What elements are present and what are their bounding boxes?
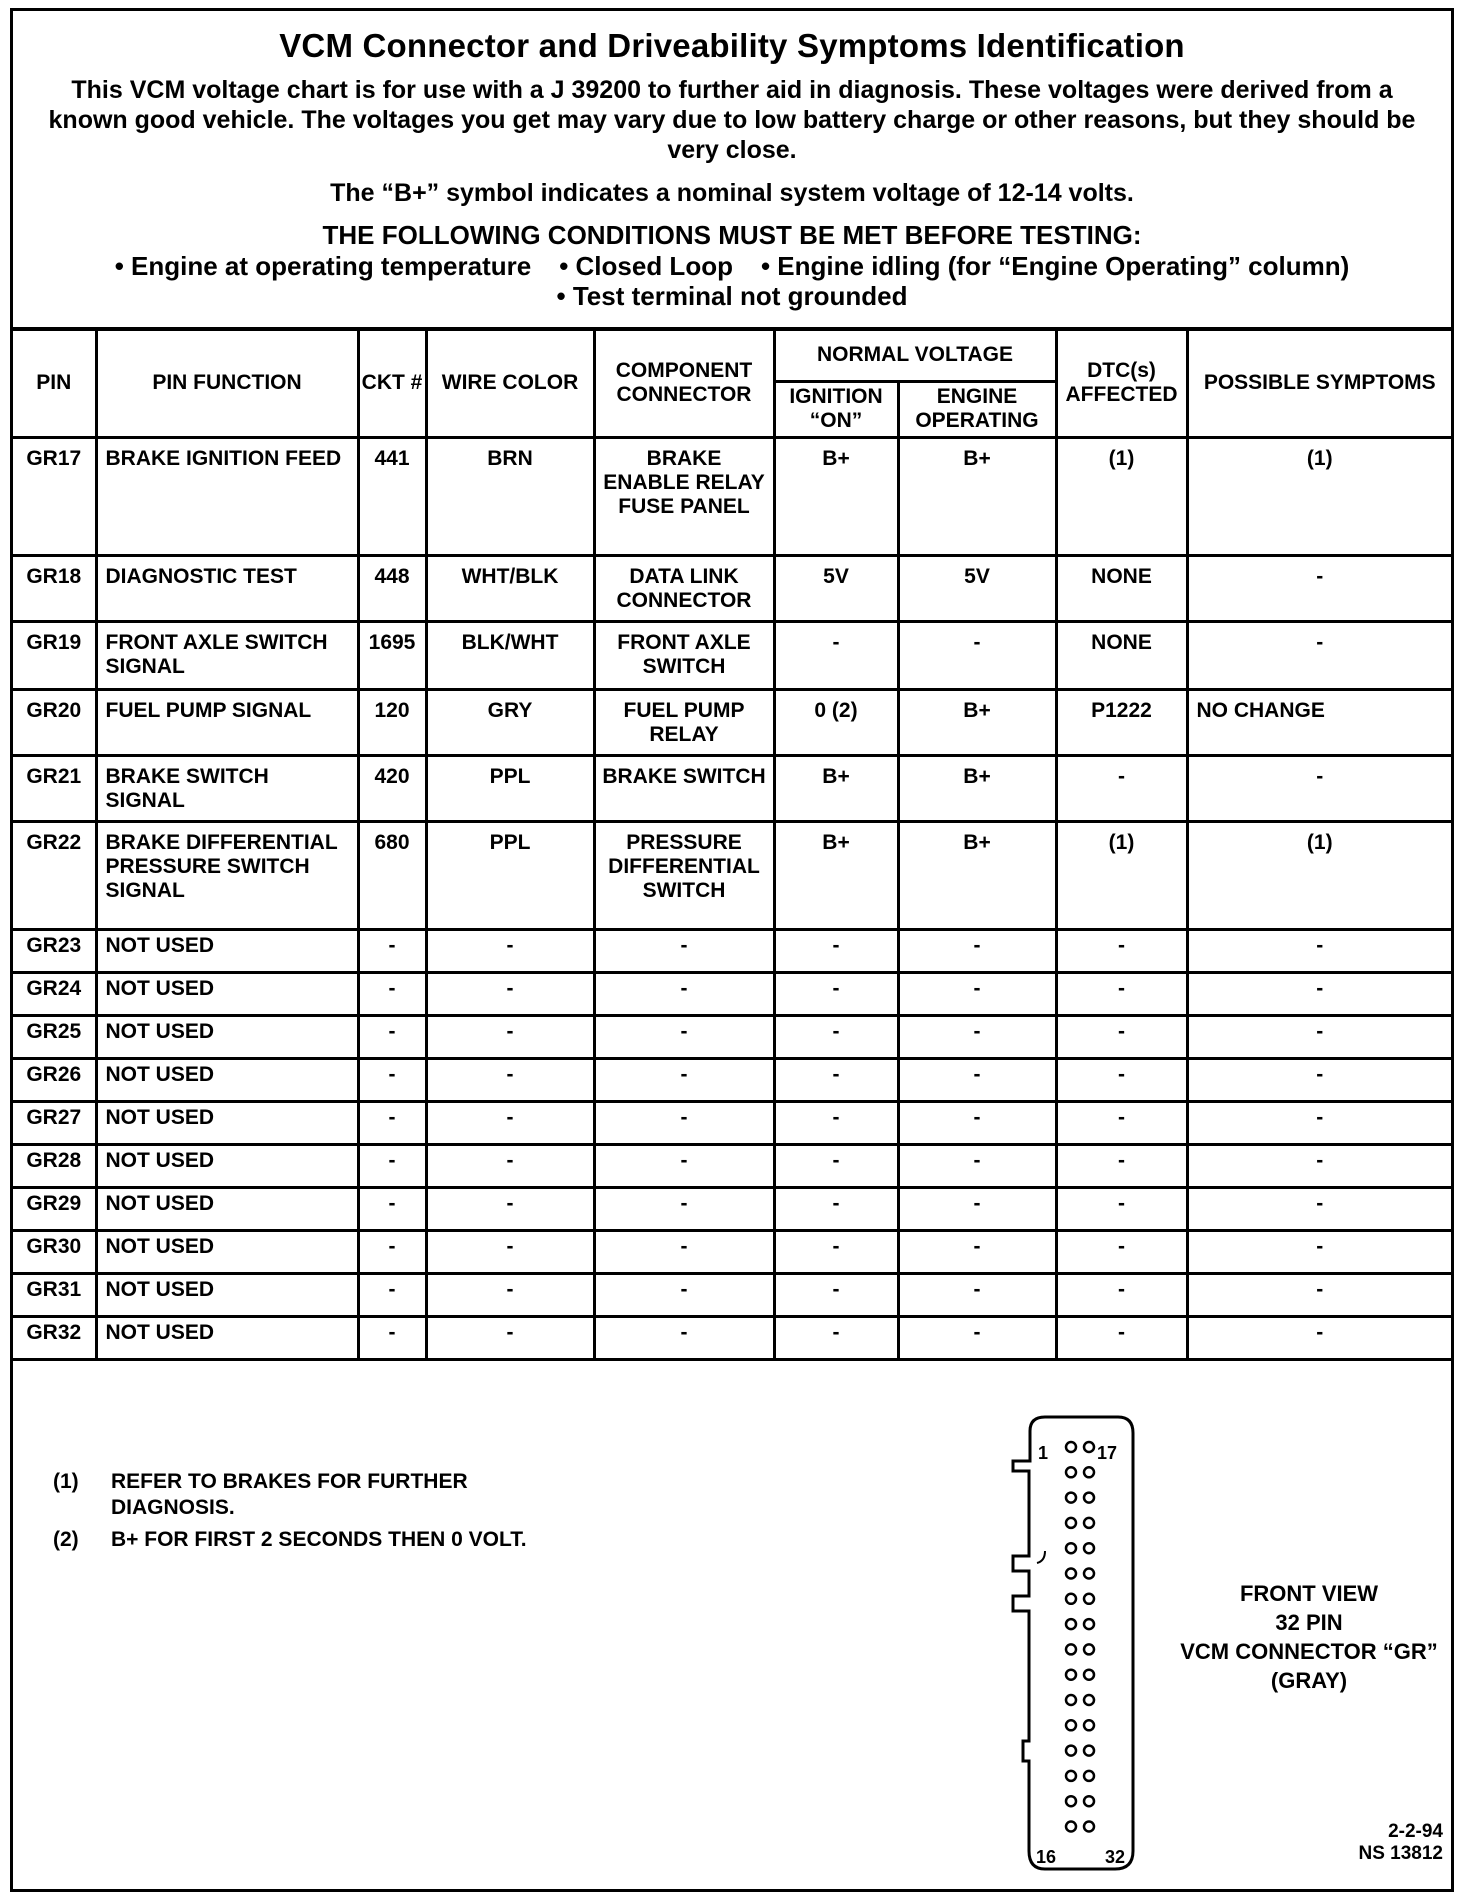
cell-possible-symptoms: - [1187,1273,1451,1316]
table-row [13,1101,1451,1144]
conditions-line-1 [13,251,1451,281]
cell-engine-operating: - [898,1273,1056,1316]
cell-component-connector: BRAKE SWITCH [594,755,774,821]
cell-dtc-affected: - [1056,755,1187,821]
col-header-possible-symptoms: POSSIBLE SYMPTOMS [1187,331,1451,437]
cell-possible-symptoms: (1) [1187,821,1451,929]
cell-pin: GR30 [13,1230,96,1273]
cell-dtc-affected: (1) [1056,437,1187,555]
pin-hole-right [1084,1771,1094,1781]
cell-pin: GR32 [13,1316,96,1359]
cell-engine-operating: - [898,1101,1056,1144]
footnotes [53,1469,531,1559]
table-row [13,1015,1451,1058]
table-row [13,1316,1451,1359]
pin-label-16: 16 [1036,1847,1057,1867]
footnote-text: B+ FOR FIRST 2 SECONDS THEN 0 VOLT. [111,1528,527,1551]
connector-label-line: (GRAY) [1270,1668,1348,1693]
cell-pin-function: NOT USED [96,1144,358,1187]
pin-hole-left [1066,1569,1076,1579]
cell-component-connector: FUEL PUMP RELAY [594,689,774,755]
cell-engine-operating: - [898,1187,1056,1230]
cell-wire-color: - [426,929,594,972]
cell-dtc-affected: - [1056,1144,1187,1187]
footnote-number: (2) [53,1528,79,1551]
cell-pin-function: DIAGNOSTIC TEST [96,555,358,621]
page-title: VCM Connector and Driveability Symptoms Identification [279,27,1185,64]
cell-pin: GR23 [13,929,96,972]
col-header-wire-color: WIRE COLOR [426,331,594,437]
cell-component-connector: - [594,1230,774,1273]
pin-label-17: 17 [1097,1443,1118,1463]
cell-wire-color: - [426,1230,594,1273]
cell-engine-operating: B+ [898,437,1056,555]
pin-hole-left [1066,1619,1076,1629]
cell-wire-color: - [426,1187,594,1230]
table-row [13,755,1451,821]
cell-possible-symptoms: - [1187,972,1451,1015]
cell-pin-function: FRONT AXLE SWITCH SIGNAL [96,621,358,689]
cell-pin-function: BRAKE SWITCH SIGNAL [96,755,358,821]
cell-engine-operating: - [898,1144,1056,1187]
cell-pin: GR31 [13,1273,96,1316]
connector-label-line: FRONT VIEW [1239,1581,1379,1606]
connector-label [1171,1579,1447,1695]
col-header-pin: PIN [13,331,96,437]
cell-component-connector: DATA LINK CONNECTOR [594,555,774,621]
cell-wire-color: BLK/WHT [426,621,594,689]
cell-wire-color: WHT/BLK [426,555,594,621]
cell-possible-symptoms: - [1187,1187,1451,1230]
conditions-line-2 [13,281,1451,311]
cell-ignition-on: B+ [774,821,898,929]
pin-hole-left [1066,1442,1076,1452]
cell-engine-operating: - [898,929,1056,972]
cell-engine-operating: 5V [898,555,1056,621]
table-row [13,972,1451,1015]
cell-wire-color: - [426,1144,594,1187]
cell-pin-function: NOT USED [96,972,358,1015]
cell-ckt: - [358,1316,426,1359]
cell-ignition-on: B+ [774,437,898,555]
cell-component-connector: - [594,1273,774,1316]
cell-ignition-on: - [774,1187,898,1230]
cell-pin-function: NOT USED [96,1187,358,1230]
cell-ckt: 448 [358,555,426,621]
table-row [13,621,1451,689]
footnote-number: (1) [53,1470,79,1493]
cell-possible-symptoms: - [1187,621,1451,689]
connector-label-line: 32 PIN [1275,1610,1343,1635]
connector-inner-notch [1037,1551,1045,1563]
pin-hole-right [1084,1695,1094,1705]
cell-component-connector: - [594,972,774,1015]
cell-dtc-affected: NONE [1056,621,1187,689]
cell-dtc-affected: - [1056,1273,1187,1316]
cell-possible-symptoms: - [1187,1101,1451,1144]
cell-component-connector: - [594,1101,774,1144]
cell-ignition-on: - [774,1230,898,1273]
document-stamp [1323,1821,1443,1865]
pin-hole-right [1084,1569,1094,1579]
cell-possible-symptoms: - [1187,1015,1451,1058]
intro-text: This VCM voltage chart is for use with a J 39200 to further aid in diagnosis. These voltages were derived from a known good vehicle. The voltages you get may vary due to low battery charge or other reasons, but they should be very close. [48,76,1416,164]
stamp-date: 2-2-94 [1388,1821,1443,1842]
cell-dtc-affected: NONE [1056,555,1187,621]
cell-possible-symptoms: - [1187,1058,1451,1101]
cell-pin: GR19 [13,621,96,689]
cell-component-connector: - [594,1015,774,1058]
cell-dtc-affected: P1222 [1056,689,1187,755]
cell-dtc-affected: - [1056,1316,1187,1359]
pin-hole-left [1066,1594,1076,1604]
connector-diagram [993,1411,1168,1876]
cell-possible-symptoms: NO CHANGE [1187,689,1451,755]
cell-possible-symptoms: - [1187,555,1451,621]
cell-wire-color: GRY [426,689,594,755]
cell-component-connector: - [594,929,774,972]
cell-engine-operating: B+ [898,689,1056,755]
cell-dtc-affected: - [1056,1187,1187,1230]
cell-ckt: - [358,1058,426,1101]
connector-outline [1013,1417,1133,1869]
cell-dtc-affected: (1) [1056,821,1187,929]
cell-pin: GR27 [13,1101,96,1144]
cell-ignition-on: - [774,1316,898,1359]
cell-pin: GR18 [13,555,96,621]
table-row [13,1058,1451,1101]
cell-pin: GR26 [13,1058,96,1101]
cell-pin: GR21 [13,755,96,821]
condition-item: • Engine idling (for “Engine Operating” column) [760,251,1350,281]
pin-hole-right [1084,1720,1094,1730]
cell-ignition-on: - [774,1273,898,1316]
cell-pin-function: BRAKE DIFFERENTIAL PRESSURE SWITCH SIGNAL [96,821,358,929]
col-header-component-connector: COMPONENT CONNECTOR [594,331,774,437]
cell-possible-symptoms: (1) [1187,437,1451,555]
cell-component-connector: BRAKE ENABLE RELAY FUSE PANEL [594,437,774,555]
pin-hole-left [1066,1720,1076,1730]
cell-component-connector: - [594,1316,774,1359]
stamp-code: NS 13812 [1358,1843,1443,1864]
pin-hole-left [1066,1644,1076,1654]
pin-hole-left [1066,1822,1076,1832]
pin-hole-left [1066,1771,1076,1781]
cell-engine-operating: - [898,972,1056,1015]
cell-component-connector: FRONT AXLE SWITCH [594,621,774,689]
cell-ignition-on: - [774,972,898,1015]
cell-pin-function: BRAKE IGNITION FEED [96,437,358,555]
pin-hole-left [1066,1695,1076,1705]
cell-pin-function: FUEL PUMP SIGNAL [96,689,358,755]
pin-hole-right [1084,1594,1094,1604]
col-header-ignition-on: IGNITION “ON” [774,381,898,437]
cell-possible-symptoms: - [1187,1230,1451,1273]
header-panel [13,11,1451,331]
cell-ignition-on: - [774,929,898,972]
cell-wire-color: PPL [426,755,594,821]
pin-hole-left [1066,1543,1076,1553]
cell-wire-color: BRN [426,437,594,555]
cell-ignition-on: - [774,1144,898,1187]
pin-hole-left [1066,1493,1076,1503]
cell-wire-color: PPL [426,821,594,929]
connector-label-line: VCM CONNECTOR “GR” [1180,1639,1438,1664]
cell-engine-operating: - [898,1015,1056,1058]
cell-pin: GR17 [13,437,96,555]
cell-ckt: - [358,929,426,972]
table-row [13,1230,1451,1273]
cell-wire-color: - [426,1316,594,1359]
col-header-pin-function: PIN FUNCTION [96,331,358,437]
footnote [53,1527,531,1553]
pin-hole-right [1084,1746,1094,1756]
condition-item: • Test terminal not grounded [556,281,908,311]
cell-engine-operating: B+ [898,821,1056,929]
cell-dtc-affected: - [1056,1101,1187,1144]
pin-hole-right [1084,1518,1094,1528]
cell-pin: GR28 [13,1144,96,1187]
cell-component-connector: - [594,1187,774,1230]
cell-ignition-on: - [774,1101,898,1144]
cell-dtc-affected: - [1056,929,1187,972]
condition-item: • Closed Loop [559,251,733,281]
pin-label-32: 32 [1105,1847,1126,1867]
cell-wire-color: - [426,1015,594,1058]
cell-engine-operating: - [898,1058,1056,1101]
table-row [13,437,1451,555]
cell-pin-function: NOT USED [96,1316,358,1359]
pin-hole-right [1084,1543,1094,1553]
cell-pin-function: NOT USED [96,929,358,972]
pin-hole-right [1084,1493,1094,1503]
cell-ckt: - [358,1230,426,1273]
pin-hole-left [1066,1746,1076,1756]
cell-ckt: - [358,1273,426,1316]
cell-pin-function: NOT USED [96,1273,358,1316]
cell-ckt: 680 [358,821,426,929]
cell-pin: GR22 [13,821,96,929]
pin-hole-left [1066,1467,1076,1477]
cell-ckt: - [358,972,426,1015]
pin-hole-right [1084,1442,1094,1452]
cell-pin: GR29 [13,1187,96,1230]
table-row [13,821,1451,929]
col-header-ckt: CKT # [358,331,426,437]
cell-dtc-affected: - [1056,1230,1187,1273]
cell-engine-operating: B+ [898,755,1056,821]
cell-ckt: 441 [358,437,426,555]
cell-component-connector: - [594,1144,774,1187]
cell-ckt: 120 [358,689,426,755]
pin-hole-left [1066,1670,1076,1680]
cell-engine-operating: - [898,1230,1056,1273]
table-row [13,555,1451,621]
cell-pin-function: NOT USED [96,1101,358,1144]
col-header-normal-voltage: NORMAL VOLTAGE [774,331,1056,381]
cell-pin-function: NOT USED [96,1015,358,1058]
cell-component-connector: PRESSURE DIFFERENTIAL SWITCH [594,821,774,929]
table-row [13,689,1451,755]
cell-possible-symptoms: - [1187,1144,1451,1187]
table-row [13,929,1451,972]
cell-pin: GR24 [13,972,96,1015]
pin-hole-left [1066,1518,1076,1528]
col-header-dtc-affected: DTC(s) AFFECTED [1056,331,1187,437]
cell-ckt: - [358,1015,426,1058]
col-header-engine-operating: ENGINE OPERATING [898,381,1056,437]
cell-wire-color: - [426,1058,594,1101]
table-row [13,1144,1451,1187]
cell-possible-symptoms: - [1187,1316,1451,1359]
conditions-title: THE FOLLOWING CONDITIONS MUST BE MET BEFORE TESTING: [322,220,1142,250]
cell-ignition-on: B+ [774,755,898,821]
pin-hole-right [1084,1796,1094,1806]
cell-ignition-on: - [774,1015,898,1058]
pin-label-1: 1 [1038,1443,1049,1463]
table-row [13,1273,1451,1316]
footnote [53,1469,531,1521]
cell-wire-color: - [426,972,594,1015]
cell-ignition-on: - [774,1058,898,1101]
cell-pin: GR25 [13,1015,96,1058]
cell-pin-function: NOT USED [96,1230,358,1273]
pin-hole-right [1084,1670,1094,1680]
cell-ignition-on: - [774,621,898,689]
document-frame [10,8,1454,1892]
cell-ignition-on: 0 (2) [774,689,898,755]
footer-panel [13,1381,1451,1892]
cell-dtc-affected: - [1056,1015,1187,1058]
cell-wire-color: - [426,1273,594,1316]
cell-possible-symptoms: - [1187,755,1451,821]
cell-engine-operating: - [898,621,1056,689]
cell-dtc-affected: - [1056,972,1187,1015]
cell-pin: GR20 [13,689,96,755]
footnote-text: REFER TO BRAKES FOR FURTHER DIAGNOSIS. [111,1470,468,1519]
cell-ckt: 420 [358,755,426,821]
cell-ckt: - [358,1144,426,1187]
cell-ckt: - [358,1101,426,1144]
pin-table [13,331,1451,1361]
bplus-note: The “B+” symbol indicates a nominal system voltage of 12-14 volts. [330,179,1134,207]
pin-hole-right [1084,1467,1094,1477]
cell-ignition-on: 5V [774,555,898,621]
cell-wire-color: - [426,1101,594,1144]
table-row [13,1187,1451,1230]
cell-ckt: - [358,1187,426,1230]
cell-component-connector: - [594,1058,774,1101]
pin-hole-left [1066,1796,1076,1806]
cell-pin-function: NOT USED [96,1058,358,1101]
cell-engine-operating: - [898,1316,1056,1359]
condition-item: • Engine at operating temperature [114,251,532,281]
cell-possible-symptoms: - [1187,929,1451,972]
cell-ckt: 1695 [358,621,426,689]
cell-dtc-affected: - [1056,1058,1187,1101]
pin-hole-right [1084,1822,1094,1832]
pin-hole-right [1084,1644,1094,1654]
pin-hole-right [1084,1619,1094,1629]
